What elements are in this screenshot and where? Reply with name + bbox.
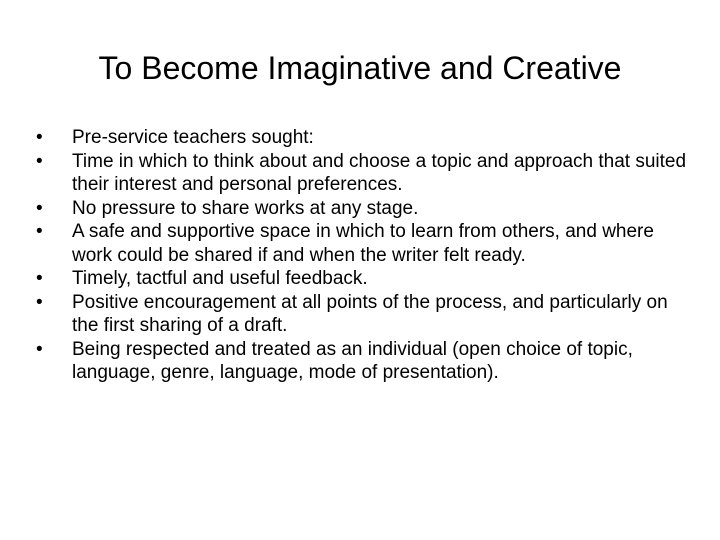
bullet-icon: • bbox=[36, 127, 43, 148]
bullet-text: Timely, tactful and useful feedback. bbox=[72, 268, 368, 289]
bullet-text: Time in which to think about and choose a topic and approach that suited their interest and personal preferences. bbox=[72, 150, 687, 195]
bullet-icon: • bbox=[36, 338, 43, 360]
bullet-text: A safe and supportive space in which to learn from others, and where work could be shared if and when the writer felt ready. bbox=[72, 221, 654, 266]
bullet-icon: • bbox=[36, 291, 43, 313]
bullet-item bbox=[36, 220, 696, 267]
bullet-text: Being respected and treated as an individual (open choice of topic, language, genre, language, mode of presentation). bbox=[72, 338, 633, 383]
bullet-text: No pressure to share works at any stage. bbox=[72, 197, 419, 219]
bullet-item bbox=[36, 126, 696, 150]
bullet-text: Positive encouragement at all points of the process, and particularly on the first sharing of a draft. bbox=[72, 291, 668, 336]
bullet-list bbox=[36, 126, 696, 385]
bullet-icon: • bbox=[36, 197, 43, 219]
bullet-item bbox=[36, 291, 696, 338]
slide-title: To Become Imaginative and Creative bbox=[98, 50, 622, 86]
bullet-icon: • bbox=[36, 221, 43, 242]
bullet-item bbox=[36, 267, 696, 291]
bullet-text: Pre-service teachers sought: bbox=[72, 127, 314, 148]
bullet-icon: • bbox=[36, 268, 43, 289]
bullet-item bbox=[36, 197, 696, 221]
bullet-icon: • bbox=[36, 150, 43, 172]
bullet-item bbox=[36, 150, 696, 197]
bullet-item bbox=[36, 338, 696, 385]
